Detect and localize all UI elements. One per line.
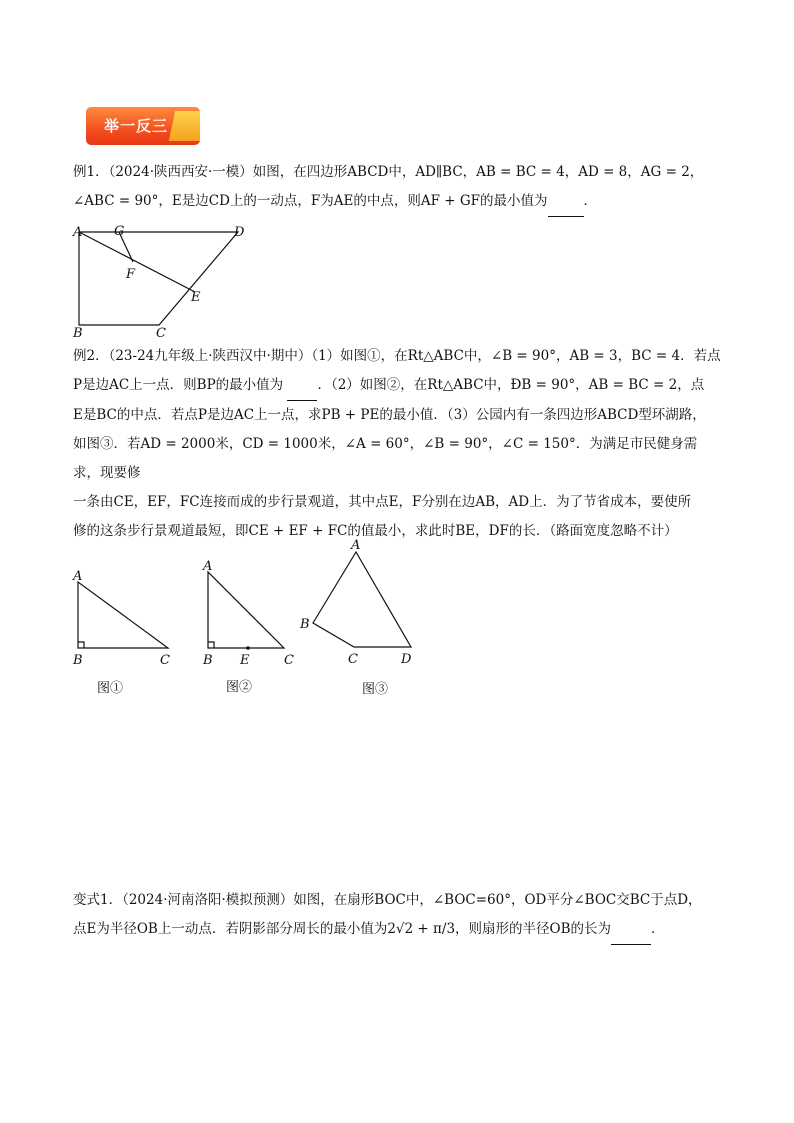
example-1-line-1: 例1．（2024·陕西西安·一模）如图，在四边形ABCD中，AD∥BC，AB = BC = 4，AD = 8，AG = 2，	[73, 164, 704, 180]
banner-accent	[169, 111, 200, 141]
example-1-text	[73, 158, 723, 217]
label-C: C	[284, 653, 294, 668]
section-banner	[86, 107, 200, 145]
triangle-ABC	[78, 582, 168, 648]
segment-AE	[79, 232, 195, 292]
example-2-line-6: 修的这条步行景观道最短，即CE + EF + FC的值最小，求此时BE，DF的长．（路面宽度忽略不计）	[73, 523, 678, 539]
label-F: F	[126, 267, 136, 282]
example-2-line-1: 例2．（23-24九年级上·陕西汉中·期中）（1）如图①，在Rt△ABC中，∠B = 90°，AB = 3，BC = 4．若点	[73, 348, 721, 364]
label-E: E	[191, 290, 201, 305]
label-E: E	[240, 653, 250, 668]
variant-1-line-2-pre: 点E为半径OB上一动点．若阴影部分周长的最小值为2√2 + π/3，则扇形的半径OB的长为	[73, 921, 612, 937]
quadrilateral-ABCD	[79, 232, 238, 325]
quadrilateral-diagram-3	[296, 536, 421, 670]
label-A: A	[203, 559, 213, 574]
example-2-figure-3	[296, 536, 421, 670]
label-A: A	[73, 569, 83, 584]
example-1-line-2-pre: ∠ABC = 90°，E是边CD上的一动点，F为AE的中点，则AF + GF的最小值为	[73, 193, 548, 209]
label-A: A	[351, 538, 361, 553]
example-2-figure-1	[70, 570, 180, 670]
label-C: C	[348, 652, 358, 667]
quadrilateral-diagram	[70, 222, 260, 344]
example-2-line-3: E是BC的中点．若点P是边AC上一点，求PB + PE的最小值．（3）公园内有一条四边形ABCD型环湖路，	[73, 407, 706, 423]
right-angle-mark	[208, 642, 214, 648]
example-2-line-2	[73, 371, 723, 401]
example-2-line-2-pre: P是边AC上一点．则BP的最小值为	[73, 377, 284, 393]
label-D: D	[401, 652, 412, 667]
caption-fig-3: 图③	[362, 682, 389, 697]
example-2-text	[73, 342, 723, 546]
answer-blank	[611, 915, 651, 945]
label-B: B	[203, 653, 213, 668]
label-C: C	[160, 653, 170, 668]
label-C: C	[156, 326, 166, 341]
midpoint-E	[246, 646, 250, 650]
triangle-ABC	[208, 572, 284, 648]
label-B: B	[73, 653, 83, 668]
label-A: A	[73, 225, 83, 240]
caption-fig-2: 图②	[226, 680, 253, 695]
label-B: B	[300, 617, 310, 632]
banner-label: 举一反三	[104, 117, 169, 135]
example-1-line-2	[73, 187, 723, 217]
variant-1-text	[73, 886, 723, 945]
caption-fig-1: 图①	[97, 681, 124, 696]
label-B: B	[73, 326, 83, 341]
right-angle-mark	[78, 642, 84, 648]
variant-1-line-1: 变式1．（2024·河南洛阳·模拟预测）如图，在扇形BOC中，∠BOC=60°，OD平分∠BOC交BC于点D，	[73, 892, 702, 908]
example-2-line-4: 如图③．若AD = 2000米，CD = 1000米，∠A = 60°，∠B = 90°，∠C = 150°．为满足市民健身需求，现要修	[73, 436, 698, 481]
variant-1-line-2	[73, 915, 723, 945]
example-2-line-5: 一条由CE，EF，FC连接而成的步行景观道，其中点E，F分别在边AB，AD上．为了节省成本，要使所	[73, 494, 692, 510]
right-triangle-diagram-2	[200, 560, 310, 670]
variant-1-line-2-post: ．	[651, 921, 665, 937]
answer-blank	[548, 187, 584, 217]
label-G: G	[114, 224, 125, 239]
example-2-line-2-post: ．（2）如图②，在Rt△ABC中，ÐB = 90°，AB = BC = 2，点	[317, 377, 705, 393]
answer-blank	[287, 371, 317, 401]
example-1-figure	[70, 222, 260, 344]
quadrilateral-ABCD	[313, 552, 411, 647]
right-triangle-diagram-1	[70, 570, 180, 670]
example-1-line-2-post: ．	[583, 193, 598, 209]
example-2-figure-2	[200, 560, 310, 670]
label-D: D	[234, 225, 245, 240]
